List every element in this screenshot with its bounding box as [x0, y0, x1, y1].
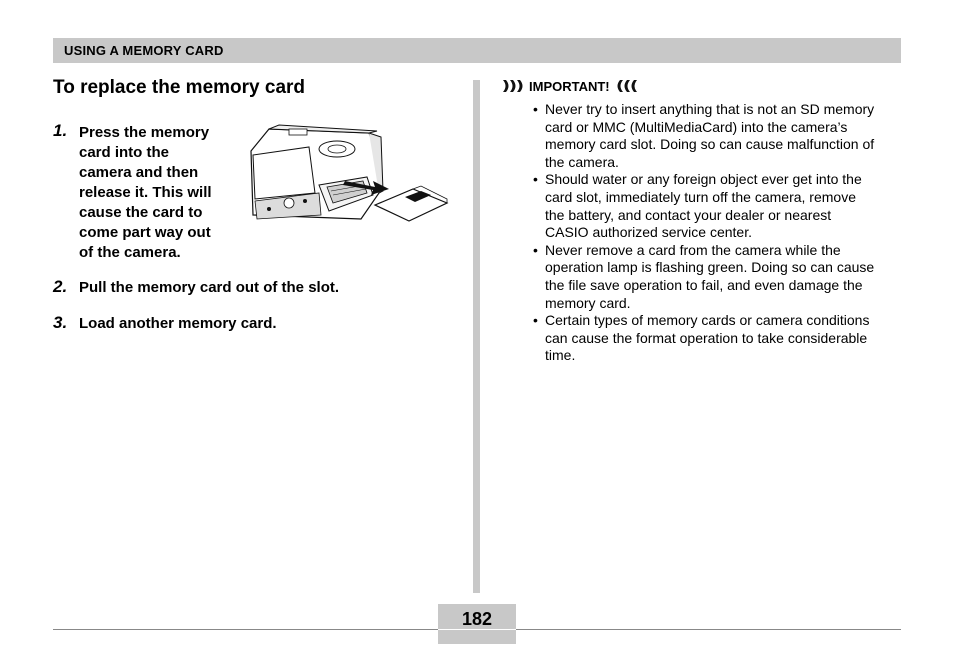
- section-title: USING A MEMORY CARD: [64, 43, 224, 58]
- important-heading: [503, 78, 637, 94]
- page-number-box: [438, 604, 516, 644]
- bullet-line: Certain types of memory cards or camera conditions: [545, 312, 870, 329]
- bullet-line: CASIO authorized service center.: [545, 224, 752, 241]
- section-header-bar: [53, 38, 901, 63]
- bullet-line: the camera.: [545, 153, 619, 170]
- step-1-line: Press the memory: [79, 124, 210, 141]
- step-2-text: Pull the memory card out of the slot.: [79, 279, 340, 296]
- bullet-line: memory card.: [545, 294, 631, 311]
- bullet-glyph: •: [533, 101, 538, 117]
- step-2-number: 2.: [53, 277, 68, 296]
- step-1-line: card into the: [79, 144, 170, 161]
- list-item: [533, 242, 905, 312]
- bullet-line: can cause the format operation to take considerable: [545, 329, 868, 346]
- list-item: [533, 171, 905, 241]
- bullet-line: Should water or any foreign object ever get into the: [545, 171, 862, 188]
- bullet-glyph: •: [533, 241, 538, 258]
- bullet-line: card slot, immediately turn off the camera, remove: [545, 188, 856, 205]
- bullet-line: Never remove a card from the camera while the: [545, 241, 841, 258]
- step-1-number: 1.: [53, 121, 68, 140]
- step-1-line: release it. This will: [79, 184, 212, 201]
- list-item: [533, 312, 905, 365]
- bullet-line: the battery, and contact your dealer or nearest: [545, 206, 832, 223]
- bullet-glyph: •: [533, 312, 538, 329]
- step-3-number: 3.: [53, 313, 68, 332]
- bullet-line: Never try to insert anything that is not an SD memory: [545, 101, 875, 117]
- page-title: To replace the memory card: [53, 77, 306, 98]
- bullet-line: memory card slot. Doing so can cause malfunction of: [545, 136, 875, 153]
- step-3-text: Load another memory card.: [79, 315, 277, 332]
- step-1-line: cause the card to: [79, 204, 203, 221]
- page-box-divider: [438, 629, 516, 630]
- camera-card-illustration: [249, 123, 449, 223]
- bullet-glyph: •: [533, 171, 538, 188]
- important-marker-left-icon: [503, 80, 525, 92]
- bullet-line: card or MMC (MultiMediaCard) into the camera’s: [545, 118, 848, 135]
- step-1-line: camera and then: [79, 164, 199, 181]
- step-1-text: [79, 123, 249, 263]
- important-label: IMPORTANT!: [529, 78, 610, 94]
- bullet-line: the file save operation to fail, and even damage the: [545, 276, 863, 293]
- list-item: [533, 101, 905, 171]
- bullet-line: time.: [545, 347, 576, 364]
- step-1-line: come part way out: [79, 224, 211, 241]
- important-marker-right-icon: [615, 80, 637, 92]
- step-1-line: of the camera.: [79, 244, 181, 261]
- bullet-line: operation lamp is flashing green. Doing so can cause: [545, 259, 875, 276]
- page-number: 182: [461, 609, 493, 629]
- column-divider: [473, 80, 480, 593]
- important-bullet-list: [533, 101, 905, 365]
